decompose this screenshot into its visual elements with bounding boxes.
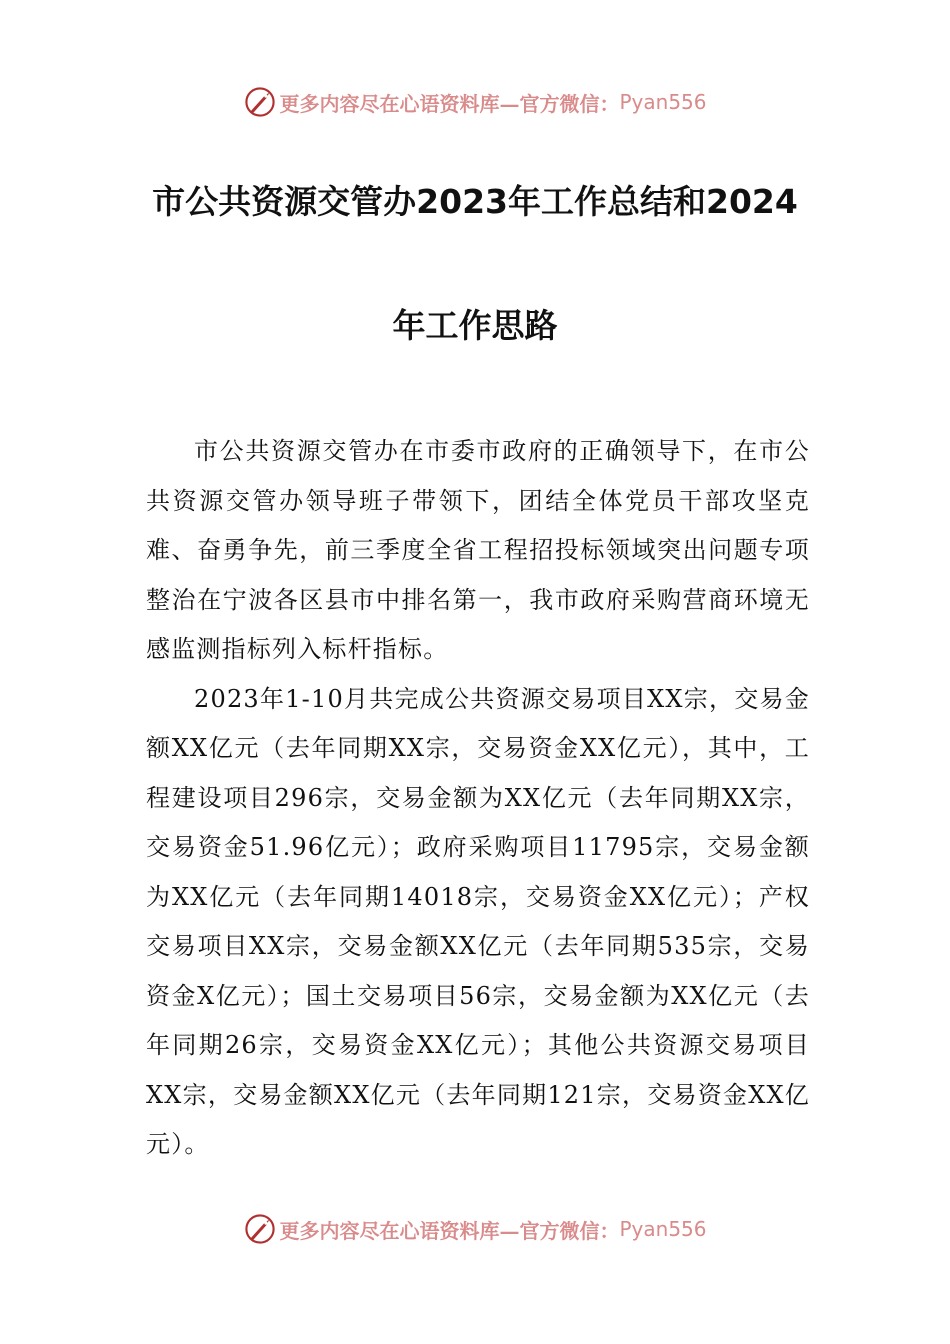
watermark-text: 更多内容尽在心语资料库—官方微信：	[279, 1218, 620, 1243]
pen-nib-logo-icon	[243, 85, 277, 119]
watermark-contact: Pyan556	[619, 1217, 707, 1241]
body-paragraph-2: 2023年1-10月共完成公共资源交易项目XX宗，交易金额XX亿元（去年同期XX宗，交易资金XX亿元），其中，工程建设项目296宗，交易金额为XX亿元（去年同期XX宗，交易资金51.96亿元）；政府采购项目11795宗，交易金额为XX亿元（去年同期14018宗，交易资金XX亿元）；产权交易项目XX宗，交易金额XX亿元（去年同期535宗，交易资金X亿元）；国土交易项目56宗，交易金额为XX亿元（去年同期26宗，交易资金XX亿元）；其他公共资源交易项目XX宗，交易金额XX亿元（去年同期121宗，交易资金XX亿元）。	[146, 684, 810, 1158]
watermark-banner-bottom	[0, 1209, 950, 1249]
watermark-text: 更多内容尽在心语资料库—官方微信：	[279, 91, 620, 116]
body-paragraph-1: 市公共资源交管办在市委市政府的正确领导下，在市公共资源交管办领导班子带领下，团结全体党员干部攻坚克难、奋勇争先，前三季度全省工程招投标领域突出问题专项整治在宁波各区县市中排名第一，我市政府采购营商环境无感监测指标列入标杆指标。	[146, 437, 810, 663]
watermark-banner-top	[0, 82, 950, 122]
watermark-contact: Pyan556	[619, 90, 707, 114]
pen-nib-logo-icon	[243, 1212, 277, 1246]
document-title-line-1: 市公共资源交管办2023年工作总结和2024	[152, 182, 798, 221]
document-body	[146, 427, 810, 1170]
document-title-line-2: 年工作思路	[392, 306, 558, 345]
